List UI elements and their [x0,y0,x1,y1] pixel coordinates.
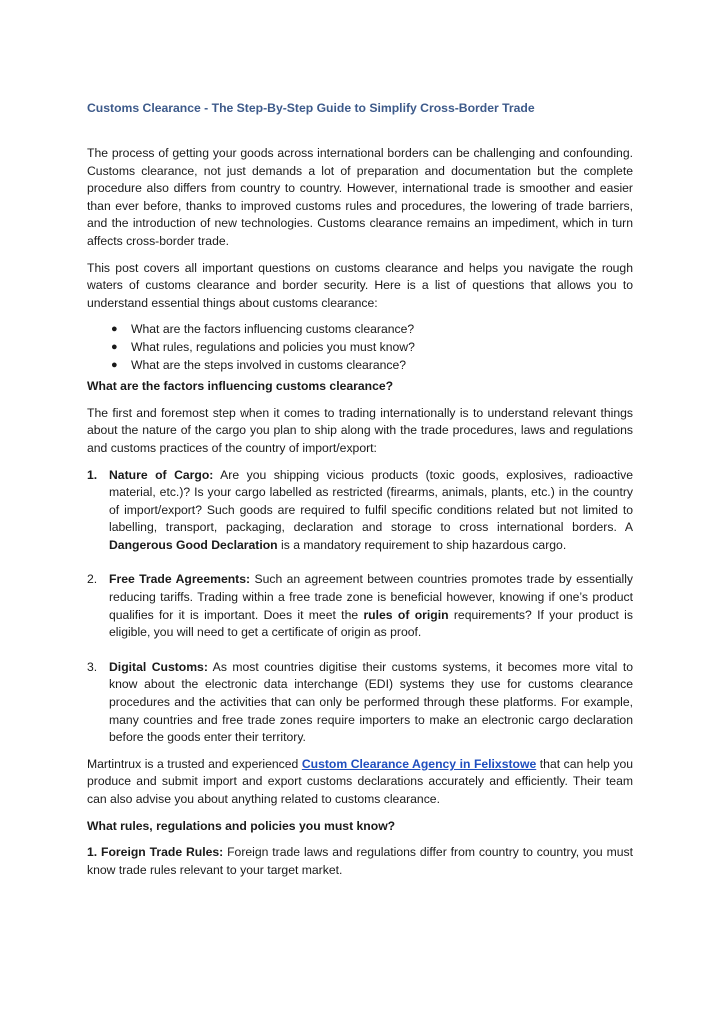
item-title: 1. Foreign Trade Rules: [87,845,224,860]
intro-paragraph-1: The process of getting your goods across international borders can be challenging and confounding. Customs clearance, not just demands a lot of preparation and documentation but the complete procedure also differs from country to country. However, international trade is smoother and easier than ever before, thanks to improved customs rules and procedures, the lowering of trade barriers, and the introduction of new technologies. Customs clearance remains an impediment, which in turn affects cross-border trade. [87,146,633,248]
item-text: Such an agreement between countries promotes trade by essentially reducing tariffs. Trading within a free trade zone is beneficial however, knowing if one’s product qualifies for it is important. Does it meet the [109,572,634,622]
bullet-icon: ● [111,340,118,353]
list-item [87,321,633,339]
questions-list [87,321,633,374]
bullet-icon: ● [111,358,118,371]
question-text: What rules, regulations and policies you must know? [131,339,415,354]
list-item [87,357,633,375]
section-1-heading: What are the factors influencing customs clearance? [87,379,394,394]
intro-paragraph-2: This post covers all important questions on customs clearance and helps you navigate the rough waters of customs clearance and border security. Here is a list of questions that allows you to understand essential things about customs clearance: [87,260,633,310]
item-number: 1. [87,467,98,482]
agency-paragraph [87,756,633,809]
item-number: 3. [87,659,98,674]
section-1-intro: The first and foremost step when it comes to trading internationally is to understand relevant things about the nature of the cargo you plan to ship along with the trade procedures, laws and regulations and customs practices of the country of import/export: [87,405,633,455]
item-text: As most countries digitise their customs systems, it becomes more vital to know about the electronic data interchange (EDI) systems they use for customs clearance procedures and the activities that can only be performed through these platforms. For example, many countries and free trade zones require importers to make an electronic cargo declaration before the goods enter their territory. [109,659,634,745]
list-item [87,659,633,747]
document-title: Customs Clearance - The Step-By-Step Guide to Simplify Cross-Border Trade [87,101,535,115]
item-text: Foreign trade laws and regulations differ from country to country, you must know trade rules relevant to your target market. [87,845,633,877]
factors-list [87,467,633,747]
item-emphasis: Dangerous Good Declaration [109,537,278,552]
item-title: Free Trade Agreements: [109,572,251,587]
list-item [87,467,633,555]
item-text-end: is a mandatory requirement to ship hazardous cargo. [277,537,567,552]
foreign-trade-paragraph [87,844,633,879]
list-item [87,571,633,641]
bullet-icon: ● [111,323,118,336]
section-2-heading: What rules, regulations and policies you must know? [87,818,396,833]
item-title: Digital Customs: [109,659,208,674]
item-number: 2. [87,572,98,587]
list-item [87,339,633,357]
agency-text-end: that can help you produce and submit import and export customs declarations accurately and efficiently. Their team can also advise you about anything related to customs clearance. [87,756,633,806]
question-text: What are the factors influencing customs clearance? [131,322,415,337]
item-emphasis: rules of origin [363,607,449,622]
agency-link[interactable]: Custom Clearance Agency in Felixstowe [301,756,537,771]
agency-text: Martintrux is a trusted and experienced [87,756,302,771]
item-text: Are you shipping vicious products (toxic goods, explosives, radioactive material, etc.)? Is your cargo labelled as restricted (firearms, animals, plants, etc.) in the country of import/export? Such goods are required to fulfil specific conditions related but not limited to labelling, transport, packaging, declaration and storage to cross international borders. A [109,467,633,535]
item-text-end: requirements? If your product is eligible, you will need to get a certificate of origin as proof. [109,607,633,640]
question-text: What are the steps involved in customs clearance? [131,357,407,372]
item-title: Nature of Cargo: [109,467,214,482]
document-body [87,145,633,888]
